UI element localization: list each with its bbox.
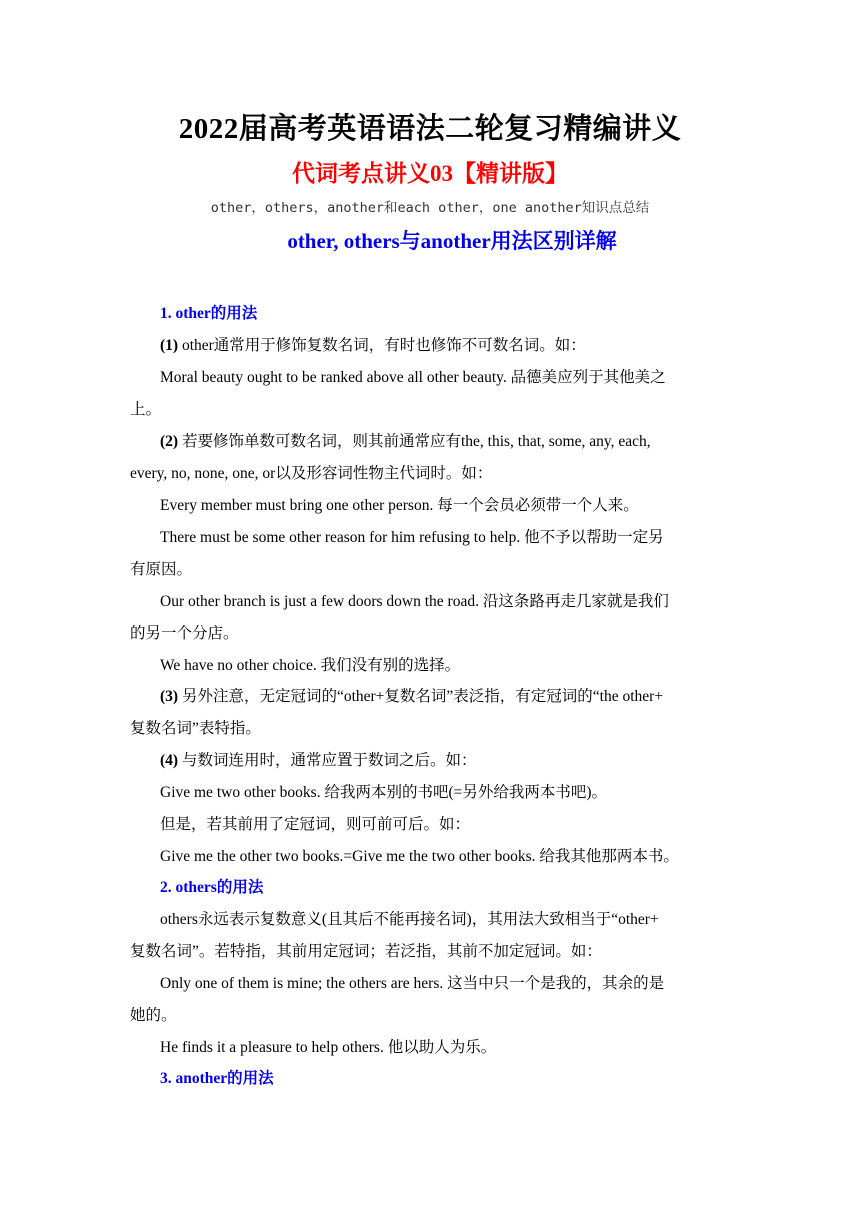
paragraph-6: others永远表示复数意义(且其后不能再接名词)，其用法大致相当于“other+ bbox=[160, 911, 659, 928]
example-line-cont: 上。 bbox=[130, 401, 162, 418]
paragraph-3-cont: 复数名词”表特指。 bbox=[130, 720, 261, 737]
example-line-cont: 她的。 bbox=[130, 1007, 177, 1024]
example-line: Moral beauty ought to be ranked above all other beauty. 品德美应列于其他美之 bbox=[160, 369, 666, 386]
paragraph-1 bbox=[160, 335, 740, 357]
example-line-cont: 的另一个分店。 bbox=[130, 625, 239, 642]
paragraph-text: other通常用于修饰复数名词，有时也修饰不可数名词。如： bbox=[181, 337, 586, 354]
example-line: Our other branch is just a few doors down the road. 沿这条路再走几家就是我们 bbox=[160, 593, 669, 610]
example-line: Give me the other two books.=Give me the two other books. 给我其他那两本书。 bbox=[160, 848, 679, 865]
item-number: (3) bbox=[160, 688, 179, 705]
document-subtitle: 代词考点讲义03【精讲版】 bbox=[292, 161, 568, 186]
example-line: We have no other choice. 我们没有别的选择。 bbox=[160, 657, 461, 674]
paragraph-3 bbox=[160, 686, 740, 708]
example-line: There must be some other reason for him refusing to help. 他不予以帮助一定另 bbox=[160, 529, 664, 546]
topic-heading: other, others与another用法区别详解 bbox=[287, 229, 617, 253]
example-line-cont: 有原因。 bbox=[130, 561, 193, 578]
example-line: Every member must bring one other person. 每一个会员必须带一个人来。 bbox=[160, 497, 639, 514]
paragraph-4 bbox=[160, 750, 740, 772]
document-title: 2022届高考英语语法二轮复习精编讲义 bbox=[178, 113, 682, 145]
item-number: (1) bbox=[160, 337, 179, 354]
paragraph-text: 与数词连用时，通常应置于数词之后。如： bbox=[181, 752, 477, 769]
paragraph-2-cont: every, no, none, one, or以及形容词性物主代词时。如： bbox=[130, 465, 493, 482]
example-line: Give me two other books. 给我两本别的书吧(=另外给我两本书吧)。 bbox=[160, 784, 608, 801]
section-heading-other: 1. other的用法 bbox=[160, 305, 258, 322]
section-heading-others: 2. others的用法 bbox=[160, 879, 264, 896]
example-line: He finds it a pleasure to help others. 他以助人为乐。 bbox=[160, 1039, 497, 1056]
item-number: (4) bbox=[160, 752, 179, 769]
document-note: other，others，another和each other，one another知识点总结 bbox=[210, 200, 650, 216]
item-number: (2) bbox=[160, 433, 179, 450]
paragraph-text: 另外注意，无定冠词的“other+复数名词”表泛指，有定冠词的“the other+ bbox=[181, 688, 664, 705]
example-line: Only one of them is mine; the others are hers. 这当中只一个是我的，其余的是 bbox=[160, 975, 665, 992]
paragraph-2 bbox=[160, 431, 740, 453]
paragraph-5: 但是，若其前用了定冠词，则可前可后。如： bbox=[160, 816, 471, 833]
paragraph-text: 若要修饰单数可数名词，则其前通常应有the, this, that, some, any, each, bbox=[181, 433, 651, 450]
section-heading-another: 3. another的用法 bbox=[160, 1070, 274, 1087]
paragraph-6-cont: 复数名词”。若特指，其前用定冠词；若泛指，其前不加定冠词。如： bbox=[130, 943, 602, 960]
